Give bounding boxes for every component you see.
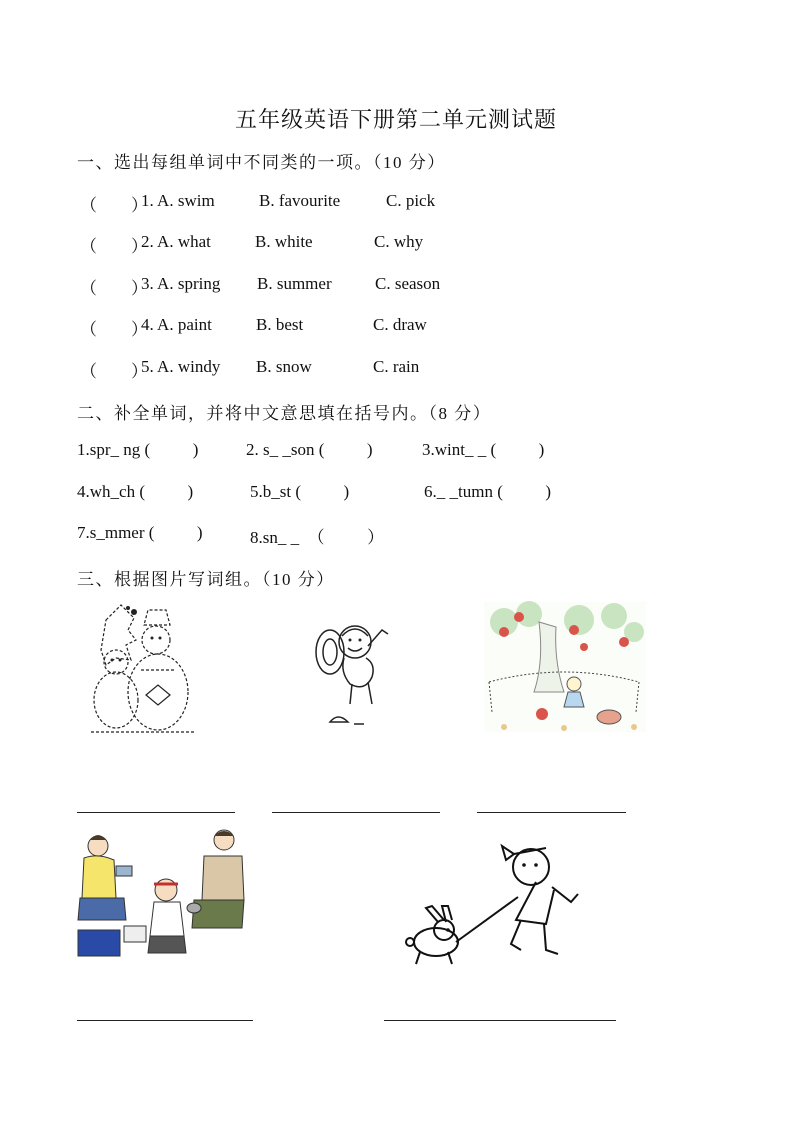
answer-paren[interactable]: （ ） [80,196,148,215]
answer-line[interactable] [77,1020,253,1021]
page-title: 五年级英语下册第二单元测试题 [235,107,558,132]
option-a: 4. A. paint [141,315,212,334]
answer-paren[interactable]: （ ） [80,237,148,256]
option-c: C. season [375,274,441,293]
fill-word-item[interactable]: 4.wh_ch ( ) [77,482,194,501]
option-a: 1. A. swim [141,191,215,210]
snowman-picture [86,600,201,740]
option-c: C. why [374,232,424,251]
fill-word-item[interactable]: 6._ _tumn ( ) [424,482,552,501]
option-b: B. white [255,232,313,251]
option-a: 2. A. what [141,232,211,251]
answer-line[interactable] [272,812,440,813]
fill-word-item[interactable]: 7.s_mmer ( ) [77,523,203,542]
girl-with-rabbit-picture [396,832,586,977]
fill-word-item[interactable]: 3.wint_ _ ( ) [422,440,545,459]
section-2-heading: 二、补全单词，并将中文意思填在括号内。（8 分） [77,404,492,423]
option-a: 3. A. spring [141,274,221,293]
section-3-heading: 三、根据图片写词组。（10 分） [77,570,335,589]
answer-line[interactable] [384,1020,616,1021]
option-c: C. pick [386,191,436,210]
section-1-heading: 一、选出每组单词中不同类的一项。（10 分） [77,153,446,172]
fill-word-item[interactable]: 8.sn_ _ （ ） [250,528,385,547]
option-b: B. snow [256,357,312,376]
fill-word-item[interactable]: 1.spr_ ng ( ) [77,440,199,459]
option-b: B. best [256,315,304,334]
option-a: 5. A. windy [141,357,221,376]
fill-word-item[interactable]: 2. s_ _son ( ) [246,440,373,459]
answer-paren[interactable]: （ ） [80,320,148,339]
apple-tree-picture [484,602,646,732]
answer-paren[interactable]: （ ） [80,279,148,298]
answer-paren[interactable]: （ ） [80,362,148,381]
option-b: B. summer [257,274,332,293]
answer-line[interactable] [77,812,235,813]
fill-word-item[interactable]: 5.b_st ( ) [250,482,350,501]
option-c: C. draw [373,315,427,334]
option-b: B. favourite [259,191,341,210]
option-c: C. rain [373,357,420,376]
family-picnic-picture [76,828,246,963]
answer-line[interactable] [477,812,626,813]
swimming-picture [310,612,400,737]
